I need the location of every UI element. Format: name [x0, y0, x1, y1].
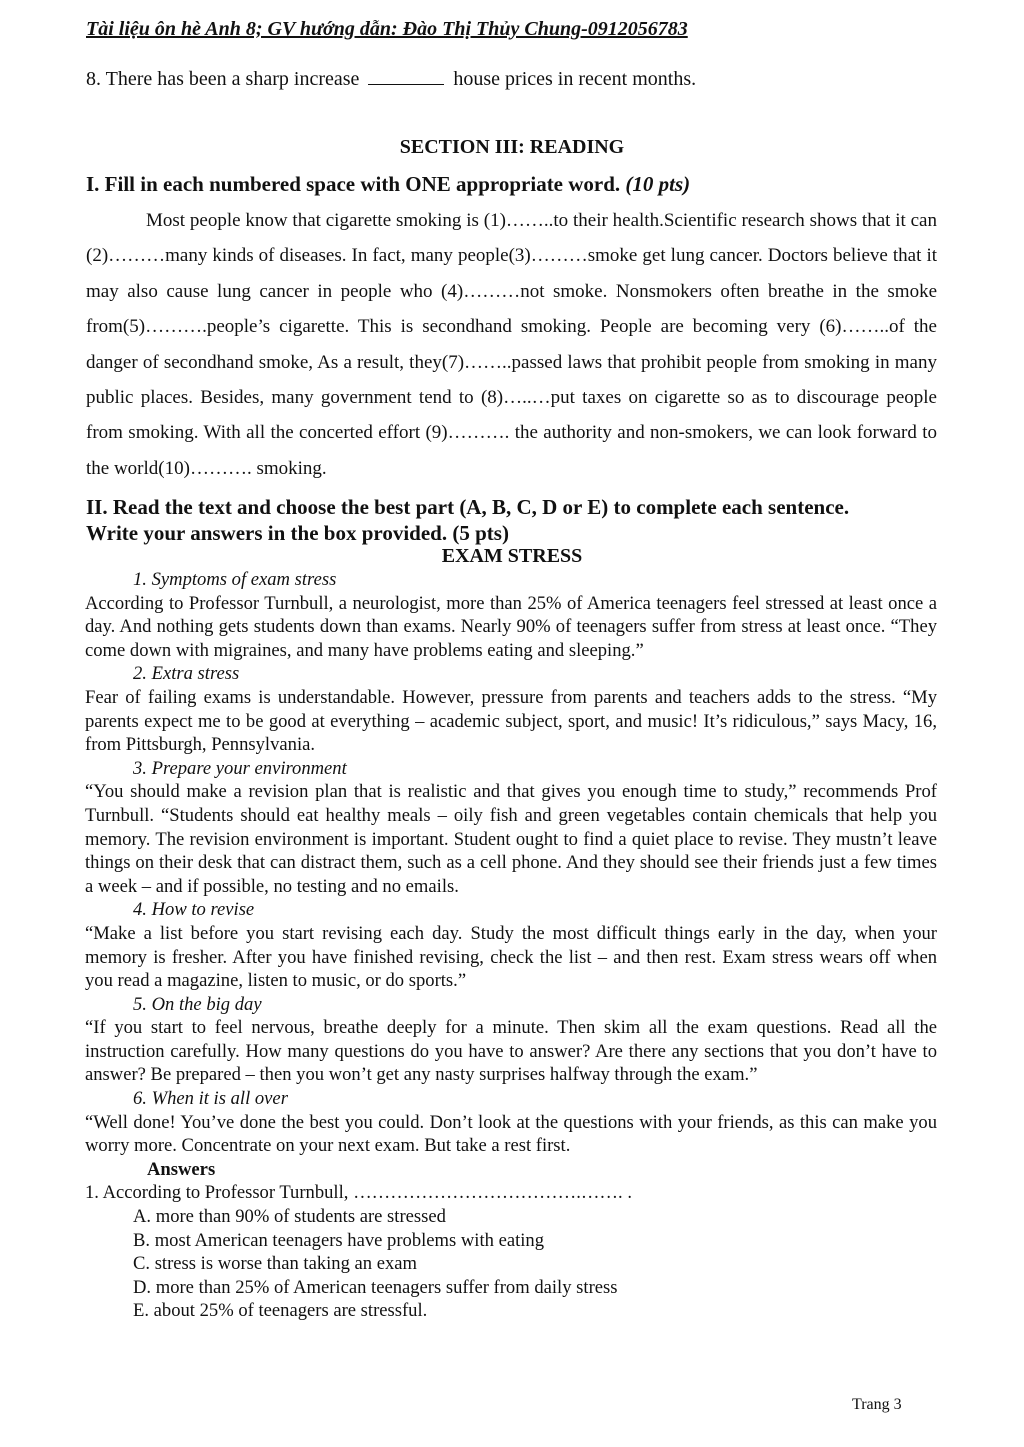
- article-paragraph: Fear of failing exams is understandable. However, pressure from parents and teachers adds to the stress. “My parents expect me to be good at everything – academic subject, sport, and music! It’s ridiculous,” says Macy, 16, from Pittsburgh, Pennsylvania.: [85, 686, 937, 756]
- article-subheading: 3. Prepare your environment: [133, 757, 347, 779]
- part2-heading-line1: II. Read the text and choose the best part (A, B, C, D or E) to complete each sentence.: [86, 495, 850, 519]
- option-c: C. stress is worse than taking an exam: [133, 1253, 418, 1275]
- question-8: [86, 68, 696, 91]
- part2-heading: [86, 494, 937, 546]
- part2-heading-line2: Write your answers in the box provided. (5 pts): [86, 521, 509, 545]
- article-paragraph: “Make a list before you start revising each day. Study the most difficult things early in the day, when your memory is fresher. After you have finished revising, check the list – and then rest. Exam stress wears off when you read a magazine, listen to music, or do sports.”: [85, 922, 937, 992]
- option-d: D. more than 25% of American teenagers suffer from daily stress: [133, 1276, 618, 1298]
- page-number: Trang 3: [852, 1396, 902, 1413]
- part1-heading: [86, 172, 690, 197]
- article-subheading: 1. Symptoms of exam stress: [133, 569, 337, 590]
- option-e: E. about 25% of teenagers are stressful.: [133, 1300, 428, 1322]
- article-subheading: 6. When it is all over: [133, 1088, 288, 1110]
- article-paragraph: “You should make a revision plan that is realistic and that gives you enough time to study,” recommends Prof Turnbull. “Students should eat healthy meals – oily fish and green vegetables contain chemicals that help you memory. The revision environment is important. Student ought to find a quiet place to revise. They mustn’t leave things on their desk that can distract them, such as a cell phone. And they should see their friends just a few times a week – and if possible, no testing and no emails.: [85, 781, 937, 897]
- answer-blank: [368, 83, 444, 85]
- question-1: 1. According to Professor Turnbull, ……………………………….……. .: [85, 1182, 632, 1204]
- article-body: [85, 568, 937, 1323]
- article-paragraph: “Well done! You’ve done the best you could. Don’t look at the questions with your friends, as this can make you worry more. Concentrate on your next exam. But take a rest first.: [85, 1111, 937, 1157]
- article-subheading: 5. On the big day: [133, 993, 262, 1015]
- article-paragraph: According to Professor Turnbull, a neurologist, more than 25% of America teenagers feel stressed at least once a day. And nothing gets students down than exams. Nearly 90% of teenagers suffer from stress at least once. “They come down with migraines, and many have problems eating and sleeping.”: [85, 592, 937, 661]
- option-a: A. more than 90% of students are stressed: [133, 1206, 446, 1228]
- cloze-passage: [86, 203, 937, 486]
- page-header: Tài liệu ôn hè Anh 8; GV hướng dẫn: Đào Thị Thủy Chung-0912056783: [86, 18, 688, 40]
- option-b: B. most American teenagers have problems with eating: [133, 1229, 545, 1251]
- article-title: EXAM STRESS: [441, 545, 583, 567]
- cloze-text: Most people know that cigarette smoking is (1)……..to their health.Scientific research shows that it can (2)………many kinds of diseases. In fact, many people(3)………smoke get lung cancer. Doctors believe that it may also cause lung cancer in people who (4)………not smoke. Nonsmokers often breathe in the smoke from(5)……….people’s cigarette. This is secondhand smoking. People are becoming very (6)……..of the danger of secondhand smoke, As a result, they(7)……..passed laws that prohibit people from smoking in many public places. Besides, many government tend to (8)…..…put taxes on cigarette so as to discourage people from smoking. With all the concerted effort (9)………. the authority and non-smokers, we can look forward to the world(10)………. smoking.: [86, 210, 937, 479]
- part1-heading-text: I. Fill in each numbered space with ONE appropriate word.: [86, 172, 621, 196]
- article-subheading: 2. Extra stress: [133, 663, 240, 685]
- article-paragraph: “If you start to feel nervous, breathe deeply for a minute. Then skim all the exam questions. Read all the instruction carefully. How many questions do you have to answer? Are there any sections that you don’t have to answer? Be prepared – then you won’t get any nasty surprises halfway through the exam.”: [85, 1017, 937, 1086]
- question-8-before: 8. There has been a sharp increase: [86, 68, 360, 90]
- part1-points: (10 pts): [625, 172, 691, 196]
- question-8-after: house prices in recent months.: [453, 68, 697, 90]
- section-title: SECTION III: READING: [399, 136, 625, 158]
- answers-label: Answers: [147, 1158, 216, 1180]
- article-subheading: 4. How to revise: [133, 899, 255, 921]
